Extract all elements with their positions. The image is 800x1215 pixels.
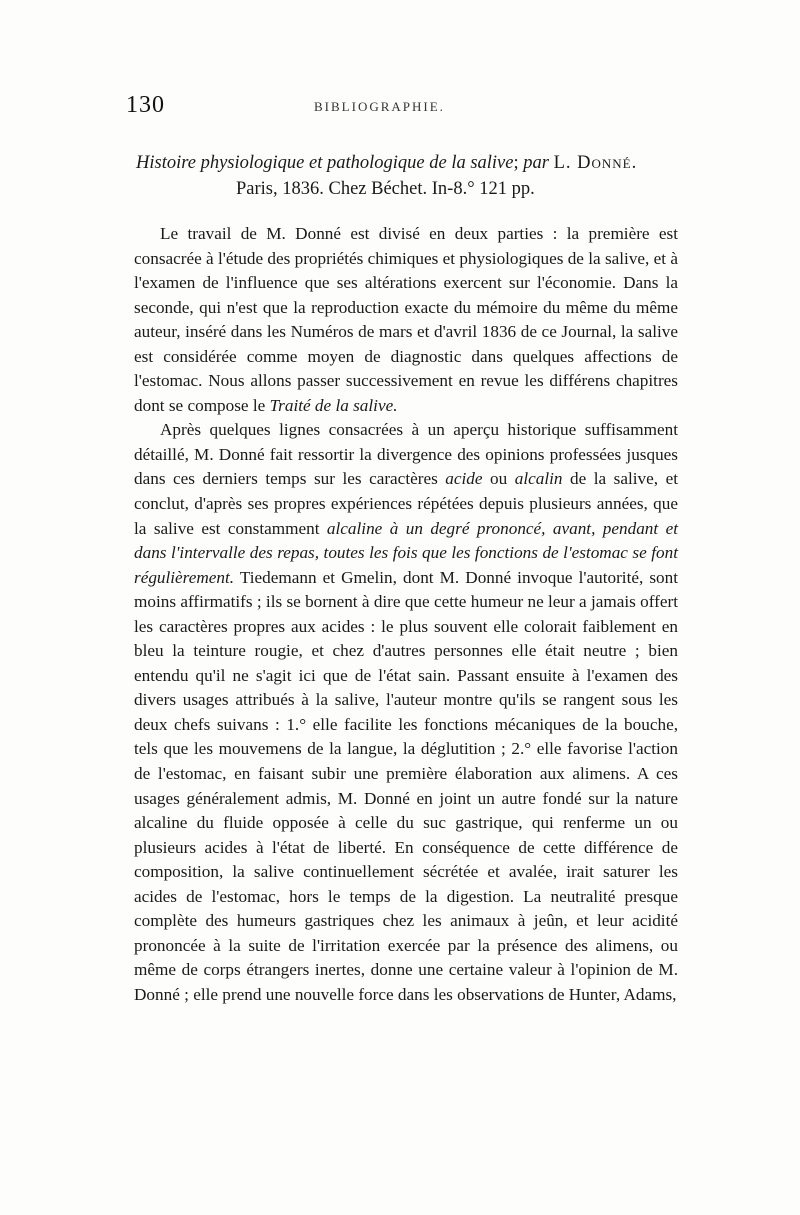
citation-par: par [523,153,549,173]
citation-line-1 [136,150,686,176]
page-number: 130 [126,92,165,118]
paragraph-2-text-b: ou [482,469,515,489]
running-head: BIBLIOGRAPHIE. [314,99,445,114]
page-header [126,92,686,118]
paragraph-2-text-d: Tiedemann et Gmelin, dont M. Donné invoque l'autorité, sont moins affirmatifs ; ils se bornent à dire que cette humeur ne leur a jamais offert les caractères propres aux acides : le plus souvent elle colorait faiblement en bleu la teinture rougie, et chez d'autres personnes elle était neutre ; bien entendu qu'il ne s'agit ici que de l'état sain. Passant ensuite à l'examen des divers usages attribués à la salive, l'auteur montre qu'ils se rangent sous les deux chefs suivans : 1.° elle facilite les fonctions mécaniques de la bouche, tels que les mouvemens de la langue, la déglutition ; 2.° elle favorise l'action de l'estomac, en faisant subir une première élaboration aux alimens. A ces usages généralement admis, M. Donné en joint un autre fondé sur la nature alcaline du fluide opposée à celle du suc gastrique, qui renferme un ou plusieurs acides à l'état de liberté. En conséquence de cette différence de composition, la salive continuellement sécrétée et avalée, irait saturer les acides de l'estomac, hors le temps de la digestion. La neutralité presque complète des humeurs gastriques chez les animaux à jeûn, et leur acidité prononcée à la suite de l'irritation exercée par la présence des alimens, ou même de corps étrangers inertes, donne une certaine valeur à l'opinion de M. Donné ; elle prend une nouvelle force dans les observations de Hunter, Adams, [134,567,678,1004]
paragraph-1 [134,222,678,418]
article-body [134,222,678,1008]
paragraph-1-emphasis: Traité de la salive. [269,395,398,415]
paragraph-2 [134,418,678,1007]
citation-author: L. Donné. [553,153,638,173]
citation-title: Histoire physiologique et pathologique de la salive [136,153,514,173]
bibliographic-citation [136,150,686,202]
citation-imprint: Paris, 1836. Chez Béchet. In-8.° 121 pp. [236,179,535,199]
paragraph-2-emphasis-acide: acide [445,469,483,489]
paragraph-2-emphasis-alcalin: alcalin [514,469,563,489]
citation-separator: ; [513,153,524,173]
paragraph-2-emphasis-conclusion: alcaline à un degré prononcé, avant, pendant et dans l'intervalle des repas, toutes les fois que les fonctions de l'estomac se font régulièrement. [134,518,678,587]
paragraph-2-text-c: de la salive, et conclut, d'après ses propres expériences répétées depuis plusieurs années, que la salive est constamment [134,469,678,538]
paragraph-2-text-a: Après quelques lignes consacrées à un aperçu historique suffisamment détaillé, M. Donné fait ressortir la divergence des opinions professées jusques dans ces derniers temps sur les caractères [134,420,678,489]
paragraph-1-text: Le travail de M. Donné est divisé en deux parties : la première est consacrée à l'étude des propriétés chimiques et physiologiques de la salive, et à l'examen de l'influence que ses altérations exercent sur l'économie. Dans la seconde, qui n'est que la reproduction exacte du mémoire du même du même auteur, inséré dans les Numéros de mars et d'avril 1836 de ce Journal, la salive est considérée comme moyen de diagnostic dans quelques affections de l'estomac. Nous allons passer successivement en revue les différens chapitres dont se compose le [134,224,678,415]
